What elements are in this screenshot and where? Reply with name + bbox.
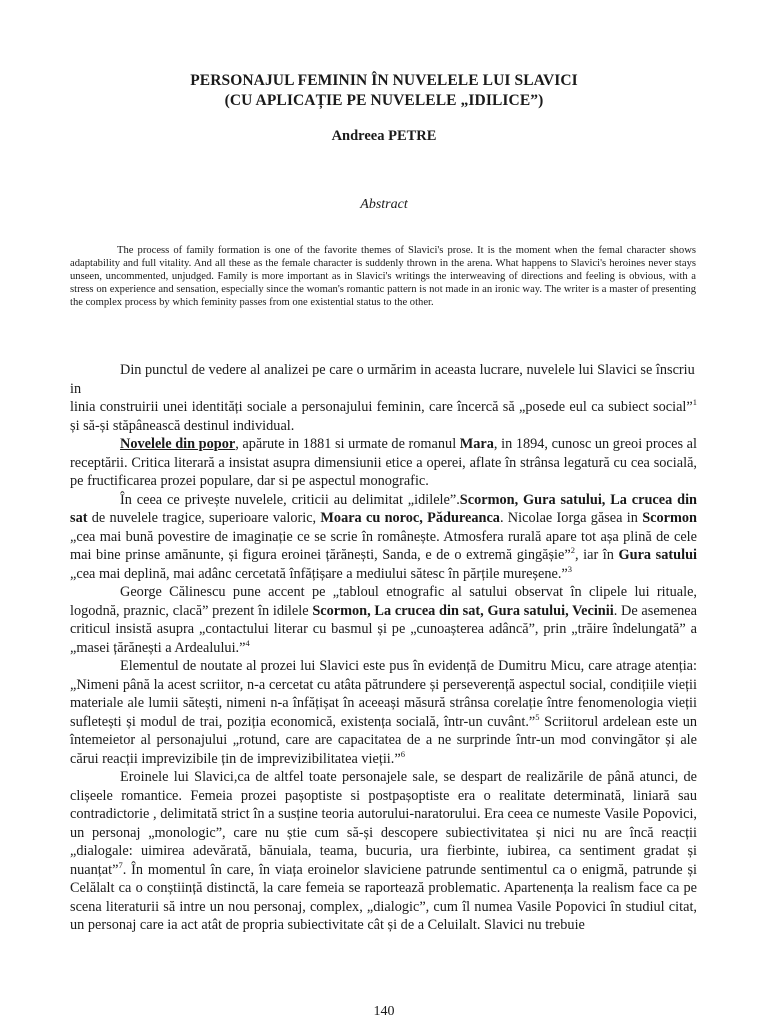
paragraph-5 <box>70 657 697 768</box>
paragraph-6-text-b: . În momentul în care, în viața eroinelor slaviciene patrunde sentimentul ca o enigmă, patrunde și Celălalt ca o conștiință distinctă, la care femeia se raportează problematic. Apartenența la realism face ca pe scena literaturii să intre un nou personaj, complex, „dialogic”, cum îl numea Vasile Popovici în studiul citat, un personaj care ia act atât de propria subiectivitate cât și de a Celuilalt. Slavici nu trebuie <box>70 861 697 933</box>
paragraph-4 <box>70 583 697 657</box>
paragraph-1 <box>70 398 697 435</box>
paragraph-4-text-a: George Călinescu pune accent pe „tabloul etnografic al satului observat în clipele lui rituale, logodnă, praznic, clacă” prezent în idilele <box>70 584 697 619</box>
footnote-ref-3: 3 <box>567 563 573 574</box>
paragraph-6 <box>70 768 697 935</box>
paragraph-3-text-c: . Nicolae Iorga găsea in <box>499 510 643 526</box>
paragraph-3-text-f: „cea mai deplină, mai adânc cercetată înfățișare a mediului sătesc în părțile mureșene.” <box>70 565 568 582</box>
paragraph-3-text-a: În ceea ce privește nuvelele, criticii au delimitat „idilele”. <box>120 491 460 508</box>
paragraph-2 <box>70 435 697 491</box>
work-title-novelele-din-popor: Novelele din popor <box>120 436 236 452</box>
paragraph-1-intro: Din punctul de vedere al analizei pe care o urmărim in aceasta lucrare, nuvelele lui Slavici se înscriu in <box>70 362 695 397</box>
footnote-ref-1: 1 <box>692 397 697 408</box>
paragraph-2-text-a: , apărute in 1881 si urmate de romanul <box>235 436 460 452</box>
abstract-text <box>70 244 696 309</box>
paragraph-3-text-b: de nuvelele tragice, superioare valoric, <box>87 510 321 526</box>
paragraph-3-text-e: , iar în <box>574 547 619 563</box>
work-titles-idile: Scormon, Gura satului, La crucea din sat <box>70 491 697 526</box>
footnote-ref-2: 2 <box>570 545 575 556</box>
footnote-ref-6: 6 <box>400 748 405 759</box>
work-titles-idile-list: Scormon, La crucea din sat, Gura satului, Vecinii <box>312 602 614 619</box>
paragraph-5-text-b: Scriitorul ardelean este un întemeietor al personajului „rotund, care are capacitatea de a ne surprinde într-un mod convingător și ale cărui reacții imprevizibile țin de imprevizibilitatea vieții.” <box>70 713 698 767</box>
paper-title-line-1: PERSONAJUL FEMININ ÎN NUVELELE LUI SLAVICI <box>190 72 578 89</box>
abstract-paragraph: The process of family formation is one of the favorite themes of Slavici's prose. It is the moment when the femal character shows adaptability and full vitality. And all these as the female character is suddenly thrown in the arena. What happens to Slavici's heroines never stays unseen, uncommented, unjudged. Family is more important as in Slavici's writings the interweaving of directions and feeling is obvious, with a stress on experience and sensation, especially since the woman's romantic pattern is not made in an ironic way. The writer is a master of presenting the complex process by which feminity passes from one existential status to the other. <box>70 245 696 309</box>
page-number: 140 <box>373 1004 395 1019</box>
paper-title-line-2: (CU APLICAȚIE PE NUVELELE „IDILICE”) <box>224 92 544 109</box>
footnote-ref-5: 5 <box>535 711 540 722</box>
work-title-scormon: Scormon <box>642 510 697 526</box>
work-title-mara: Mara <box>459 436 494 452</box>
paragraph-6-text-a: Eroinele lui Slavici,ca de altfel toate personajele sale, se despart de realizările de până atunci, de clișeele romantice. Femeia prozei pașoptiste si postpașoptiste era o realitate determinată, liniară sau contradictorie , delimitată strict în a susține teoria autorului-naratorului. Era ceea ce numeste Vasile Popovici, un personaj „monologic”, care nu știe cum să-și descopere subiectivitatea și nici nu are încă reacții „dialogale: uimirea adevărată, bănuiala, teama, bucuria, ura fierbinte, iubirea, ca sentiment gradat și nuanțat” <box>70 769 697 878</box>
abstract-heading: Abstract <box>360 197 408 212</box>
footnote-ref-4: 4 <box>245 637 250 648</box>
work-title-gura-satului: Gura satului <box>618 547 697 563</box>
footnote-ref-7: 7 <box>118 859 123 870</box>
paragraph-3-text-d: „cea mai bună povestire de imaginație ce se scrie în românește. Atmosfera rurală apare tot așa plină de cele mai bine prinse amănunte, și figura eroinei țărănești, Sanda, e de o extremă gingășie” <box>70 528 697 563</box>
paragraph-2-text-b: , in 1894, cunosc un greoi proces al receptării. Critica literară a insistat asupra dimensiunii etice a operei, aflate în strânsa legatură cu cea socială, pe fructificarea prozei populare, dar si pe aspectul monografic. <box>70 436 698 489</box>
article-body <box>70 361 697 935</box>
author-name: Andreea PETRE <box>331 128 437 144</box>
paragraph-1-text-a: linia construirii unei identități sociale a personajului feminin, care încercă să „posede eul ca subiect social” <box>70 399 693 415</box>
paragraph-5-text-a: Elementul de noutate al prozei lui Slavici este pus în evidență de Dumitru Micu, care atrage atenția: „Nimeni până la acest scriitor, n-a cercetat cu atâta pătrundere și perseverență aspectul social, condițiile vieții materiale ale lumii sătești, nimeni n-a înfățișat în aceeași măsură strânsa corelație între fenomenologia vieții sufletești și modul de trai, poziția economică, existența socială, într-un cuvânt.” <box>70 658 697 730</box>
work-titles-tragice: Moara cu noroc, Pădureanca <box>320 510 500 526</box>
paragraph-1-text-b: și să-și stăpânească destinul individual. <box>70 417 295 434</box>
paragraph-4-text-b: . De asemenea criticul insistă asupra „contactului literar cu basmul și pe „cunoașterea adâncă”, prin „trăire îndelungată” a „masei țărănești a Ardealului.” <box>70 602 697 656</box>
paragraph-3 <box>70 491 697 584</box>
